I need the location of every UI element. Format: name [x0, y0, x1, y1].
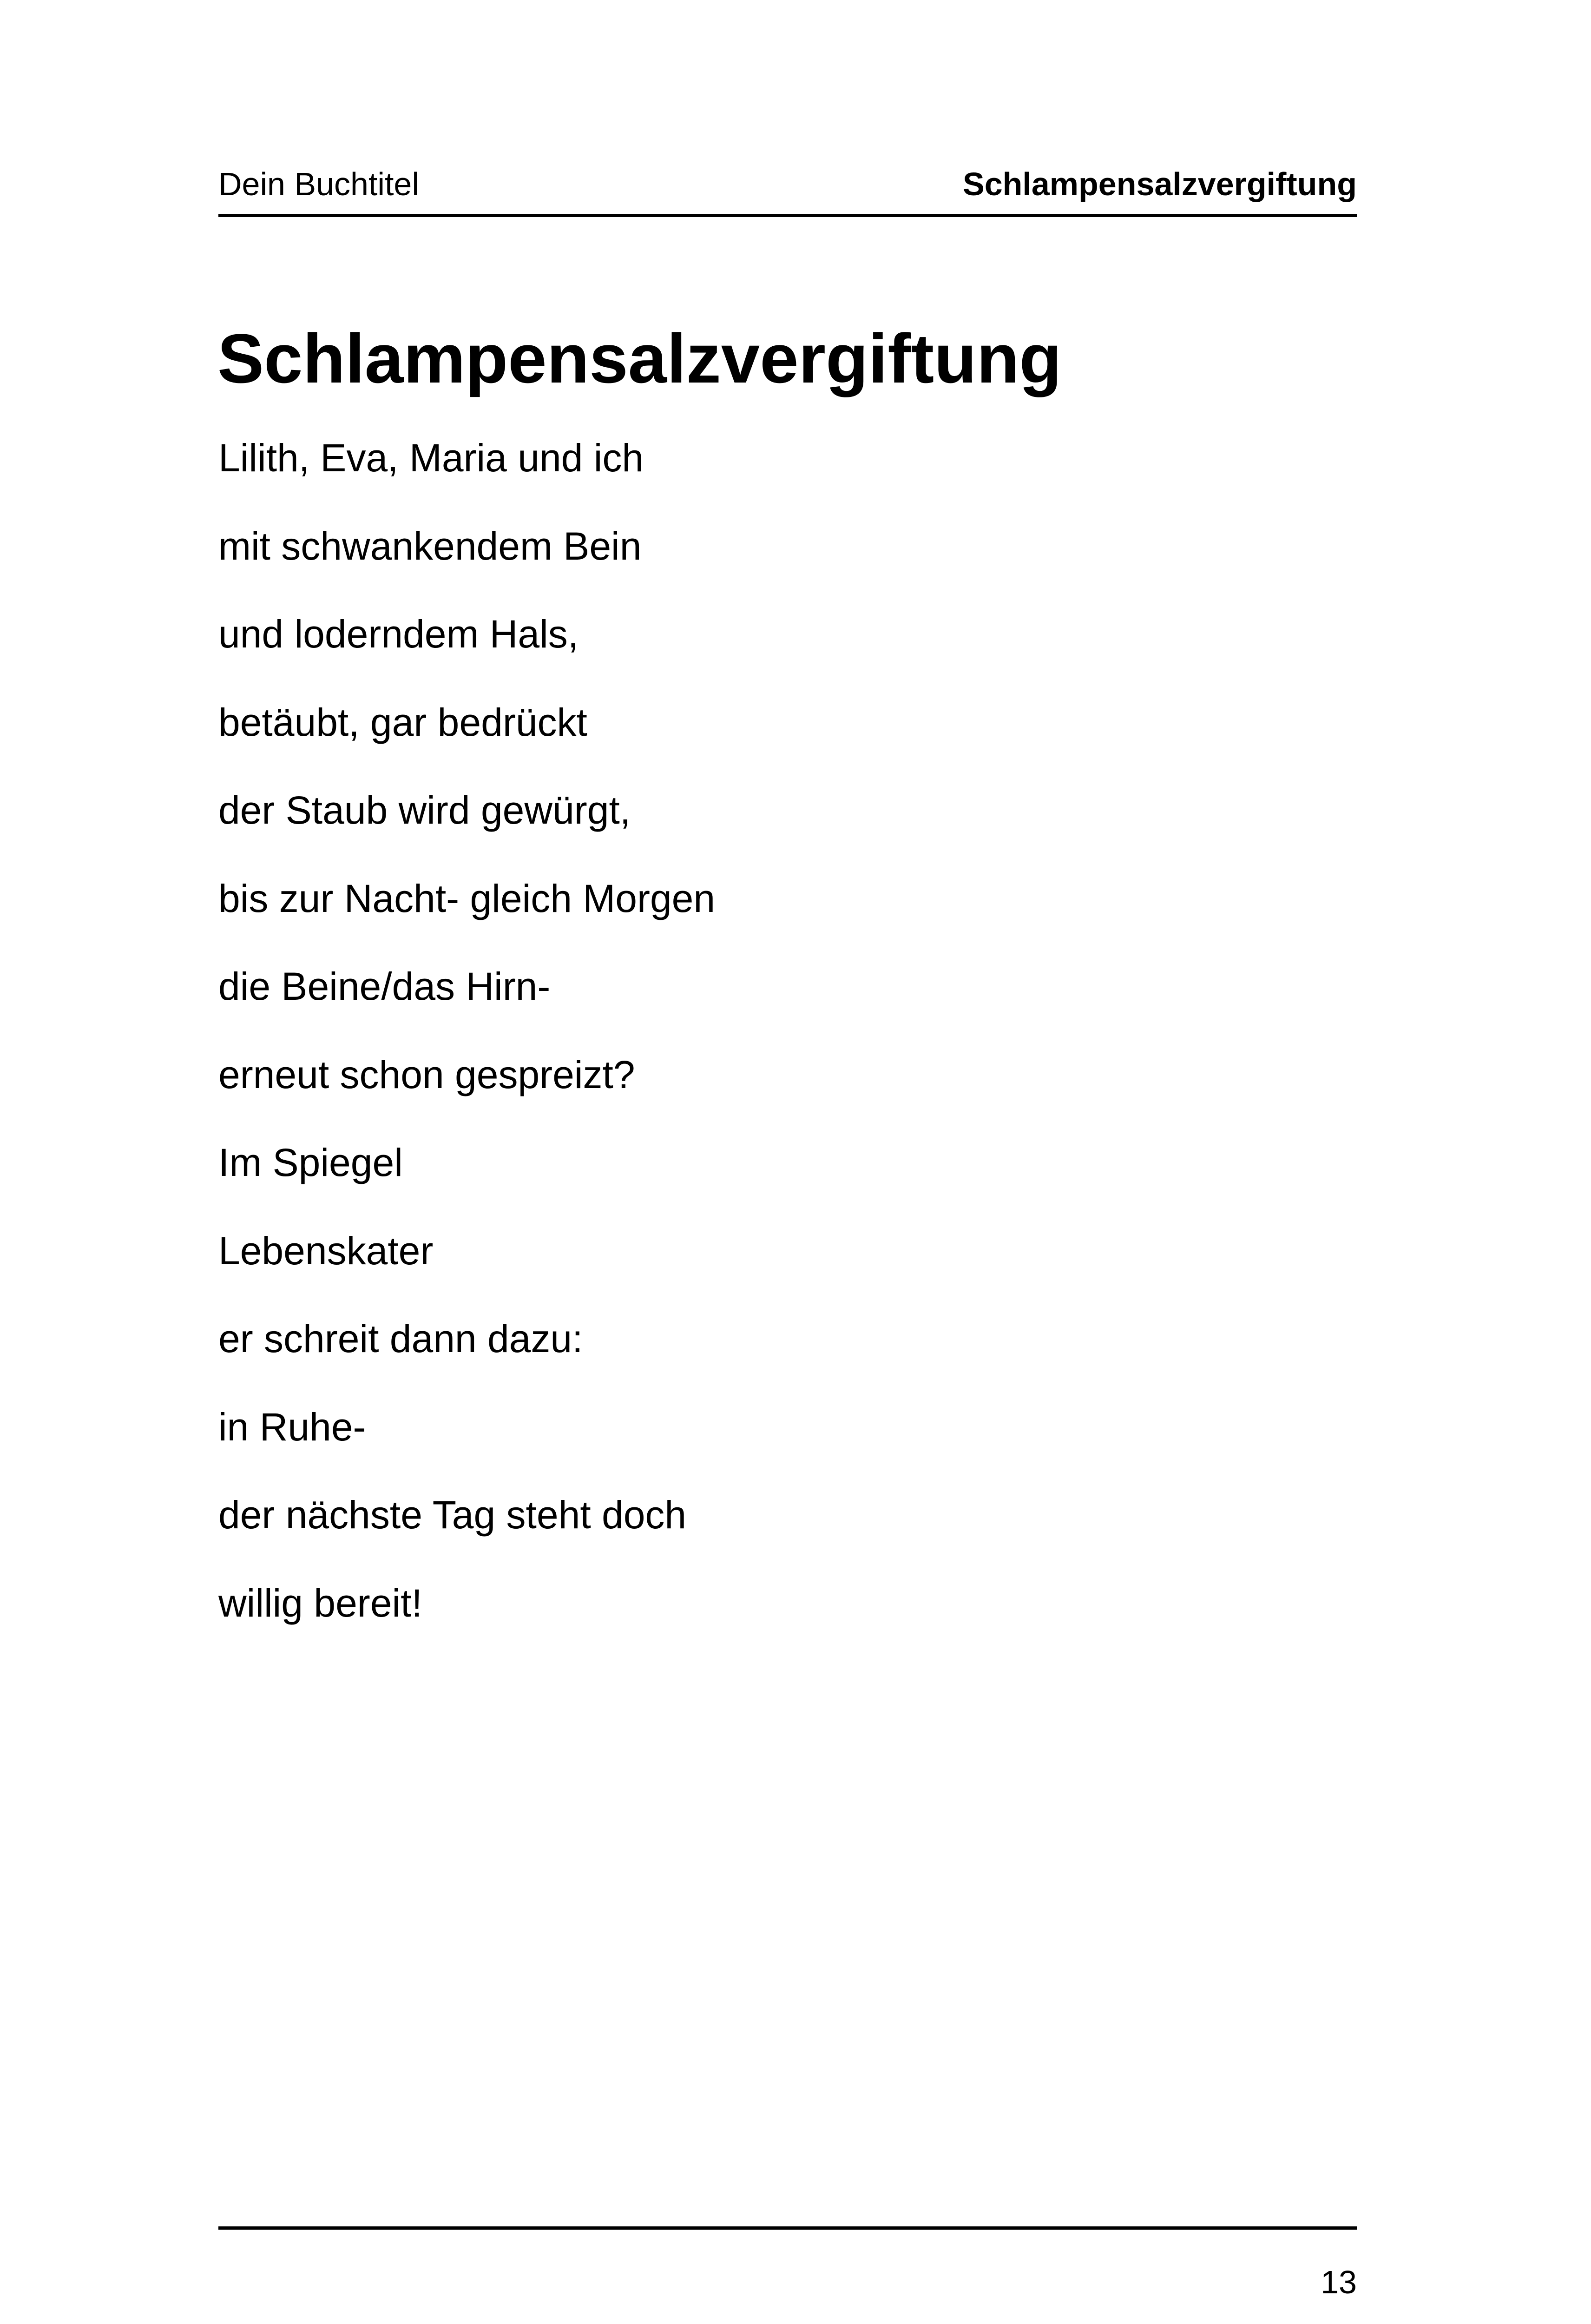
footer-divider: [218, 2226, 1357, 2230]
poem-line: die Beine/das Hirn-: [218, 964, 551, 1008]
running-header: [218, 161, 1357, 217]
poem-line: Im Spiegel: [218, 1141, 403, 1184]
header-chapter-title: Schlampensalzvergiftung: [963, 166, 1357, 202]
header-divider: [218, 214, 1357, 217]
poem-title: Schlampensalzvergiftung: [217, 319, 1062, 397]
poem-line: in Ruhe-: [218, 1405, 366, 1449]
poem-line: bis zur Nacht- gleich Morgen: [218, 876, 716, 920]
page-number: 13: [1321, 2264, 1357, 2300]
poem-line: Lebenskater: [218, 1228, 434, 1273]
poem-line: und loderndem Hals,: [218, 612, 579, 656]
poem-line: erneut schon gespreizt?: [218, 1052, 635, 1096]
poem-line: Lilith, Eva, Maria und ich: [218, 436, 644, 480]
header-book-title: Dein Buchtitel: [218, 166, 419, 202]
poem-body: [218, 428, 715, 1661]
poem-line: er schreit dann dazu:: [218, 1317, 583, 1360]
poem-line: der nächste Tag steht doch: [218, 1493, 687, 1537]
poem-line: der Staub wird gewürgt,: [218, 788, 631, 832]
poem-line: mit schwankendem Bein: [218, 524, 642, 568]
poem-line: betäubt, gar bedrückt: [218, 700, 587, 744]
poem-line: willig bereit!: [218, 1581, 422, 1625]
